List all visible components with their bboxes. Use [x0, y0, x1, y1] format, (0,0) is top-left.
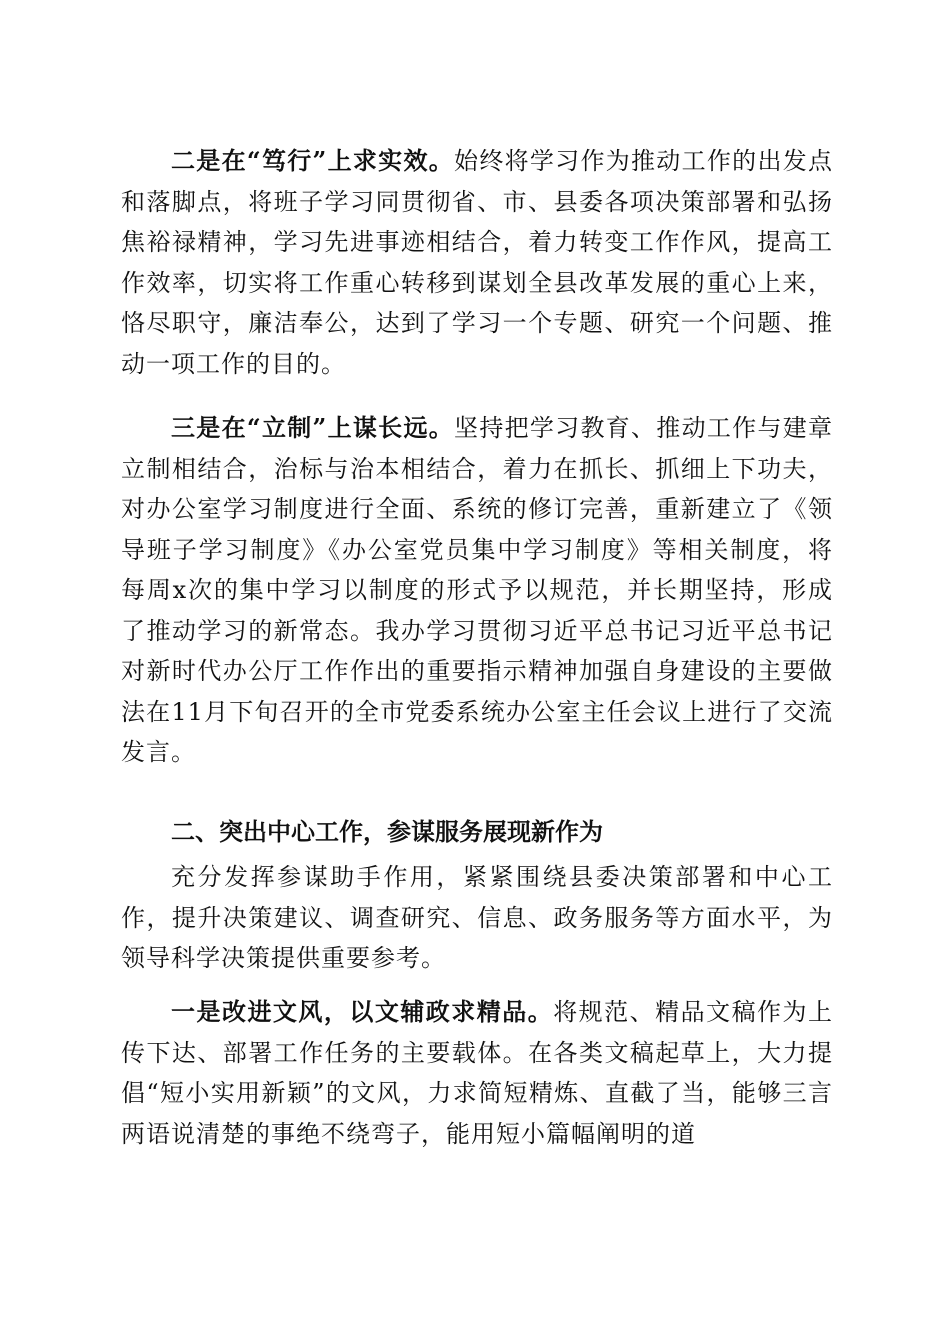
paragraph-body: 坚持把学习教育、推动工作与建章立制相结合，治标与治本相结合，着力在抓长、抓细上下功夫，对办公室学习制度进行全面、系统的修订完善，重新建立了《领导班子学习制度》《办公室党员集中学习制度》等相关制度，将每周x次的集中学习以制度的形式予以规范，并长期坚持，形成了推动学习的新常态。我办学习贯彻习近平总书记习近平总书记对新时代办公厅工作作出的重要指示精神加强自身建设的主要做法在11月下旬召开的全市党委系统办公室主任会议上进行了交流发言。 — [121, 414, 834, 766]
section-heading: 二、突出中心工作，参谋服务展现新作为 — [171, 818, 603, 846]
paragraph-lead: 一是改进文风，以文辅政求精品。 — [171, 997, 554, 1026]
paragraph-lead: 二是在“笃行”上求实效。 — [171, 146, 455, 175]
paragraph-lead: 三是在“立制”上谋长远。 — [171, 413, 455, 442]
paragraph-intro: 充分发挥参谋助手作用，紧紧围绕县委决策部署和中心工作，提升决策建议、调查研究、信息、政务服务等方面水平，为领导科学决策提供重要参考。 — [121, 863, 833, 972]
paragraph-body: 将规范、精品文稿作为上传下达、部署工作任务的主要载体。在各类文稿起草上，大力提倡“短小实用新颖”的文风，力求简短精炼、直截了当，能够三言两语说清楚的事绝不绕弯子，能用短小篇幅阐明的道 — [121, 998, 834, 1148]
paragraph-wenfeng — [121, 992, 833, 1154]
paragraph-lizhi — [121, 408, 833, 773]
paragraph-dushi — [121, 141, 833, 384]
paragraph-body: 始终将学习作为推动工作的出发点和落脚点，将班子学习同贯彻省、市、县委各项决策部署和弘扬焦裕禄精神，学习先进事迹相结合，着力转变工作作风，提高工作效率，切实将工作重心转移到谋划全县改革发展的重心上来，恪尽职守，廉洁奉公，达到了学习一个专题、研究一个问题、推动一项工作的目的。 — [121, 147, 834, 378]
